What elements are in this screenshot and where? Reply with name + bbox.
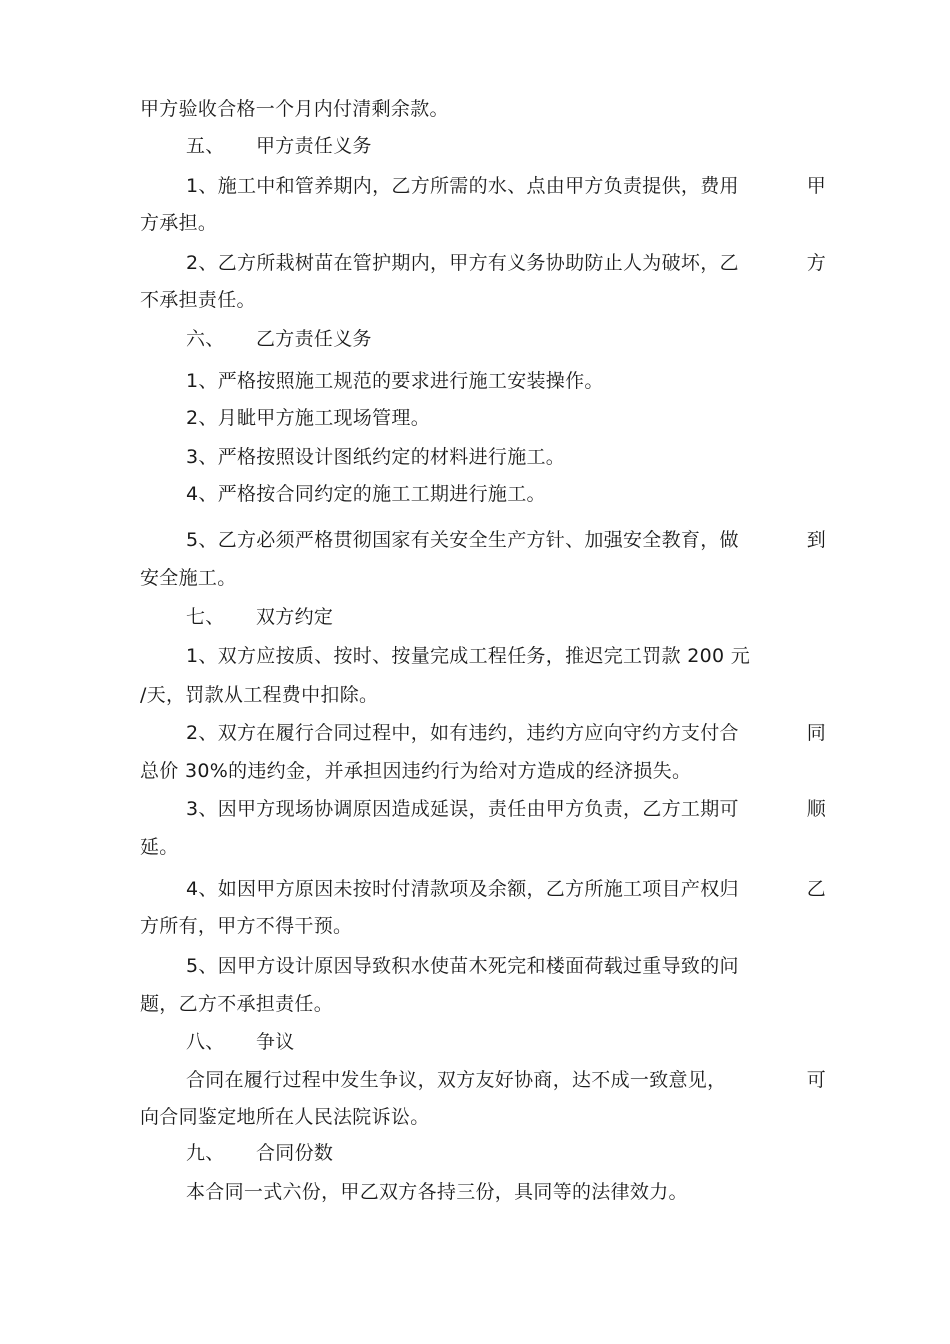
section-heading-6 (186, 326, 876, 352)
paragraph-line: 1、双方应按质、按时、按量完成工程任务，推迟完工罚款 200 元 (186, 645, 751, 667)
paragraph-line: 题，乙方不承担责任。 (140, 993, 334, 1015)
section-title: 乙方责任义务 (256, 328, 372, 350)
paragraph-line (186, 173, 826, 199)
section-number: 五、 (186, 135, 225, 157)
section-title: 争议 (256, 1031, 295, 1053)
paragraph-line: 向合同鉴定地所在人民法院诉讼。 (140, 1106, 430, 1128)
line-text: 1、施工中和管养期内，乙方所需的水、点由甲方负责提供，费用 (186, 175, 739, 197)
paragraph-line: 3、严格按照设计图纸约定的材料进行施工。 (186, 446, 566, 468)
paragraph-line (186, 1067, 826, 1093)
paragraph-line: 甲方验收合格一个月内付清剩余款。 (140, 98, 449, 120)
paragraph-line: 总价 30%的违约金，并承担因违约行为给对方造成的经济损失。 (140, 760, 692, 782)
paragraph-line: 2、月眦甲方施工现场管理。 (186, 407, 430, 429)
section-number: 六、 (186, 328, 225, 350)
line-text: 合同在履行过程中发生争议，双方友好协商，达不成一致意见， (186, 1069, 727, 1091)
line-text: 2、双方在履行合同过程中，如有违约，违约方应向守约方支付合 (186, 722, 739, 744)
line-text: 2、乙方所栽树苗在管护期内，甲方有义务协助防止人为破坏，乙 (186, 252, 739, 274)
section-heading-8 (186, 1029, 876, 1055)
paragraph-line: 延。 (140, 836, 179, 858)
line-text: 5、乙方必须严格贯彻国家有关安全生产方针、加强安全教育，做 (186, 529, 739, 551)
paragraph-line: 安全施工。 (140, 567, 237, 589)
paragraph-line: 4、严格按合同约定的施工工期进行施工。 (186, 483, 546, 505)
paragraph-line: 方所有，甲方不得干预。 (140, 915, 353, 937)
line-end-char: 到 (806, 529, 826, 551)
line-end-char: 可 (806, 1069, 826, 1091)
paragraph-line: 本合同一式六份，甲乙双方各持三份，具同等的法律效力。 (186, 1181, 688, 1203)
section-heading-7 (186, 604, 876, 630)
section-title: 双方约定 (256, 606, 334, 628)
paragraph-line (186, 250, 826, 276)
paragraph-line (186, 796, 826, 822)
paragraph-line (186, 876, 826, 902)
paragraph-line (186, 720, 826, 746)
paragraph-line: 方承担。 (140, 212, 218, 234)
section-heading-5 (186, 133, 876, 159)
line-end-char: 顺 (806, 798, 826, 820)
section-number: 八、 (186, 1031, 225, 1053)
line-end-char: 甲 (806, 175, 826, 197)
section-number: 九、 (186, 1142, 225, 1164)
paragraph-line: 1、严格按照施工规范的要求进行施工安装操作。 (186, 370, 604, 392)
line-end-char: 乙 (806, 878, 826, 900)
line-end-char: 方 (806, 252, 826, 274)
paragraph-line: 5、因甲方设计原因导致积水使苗木死完和楼面荷载过重导致的问 (186, 955, 739, 977)
section-heading-9 (186, 1140, 876, 1166)
paragraph-line: /天，罚款从工程费中扣除。 (140, 684, 379, 706)
section-title: 甲方责任义务 (256, 135, 372, 157)
section-title: 合同份数 (256, 1142, 334, 1164)
line-text: 3、因甲方现场协调原因造成延误，责任由甲方负责，乙方工期可 (186, 798, 739, 820)
line-text: 4、如因甲方原因未按时付清款项及余额，乙方所施工项目产权归 (186, 878, 739, 900)
paragraph-line (186, 527, 826, 553)
line-end-char: 同 (806, 722, 826, 744)
paragraph-line: 不承担责任。 (140, 289, 256, 311)
section-number: 七、 (186, 606, 225, 628)
